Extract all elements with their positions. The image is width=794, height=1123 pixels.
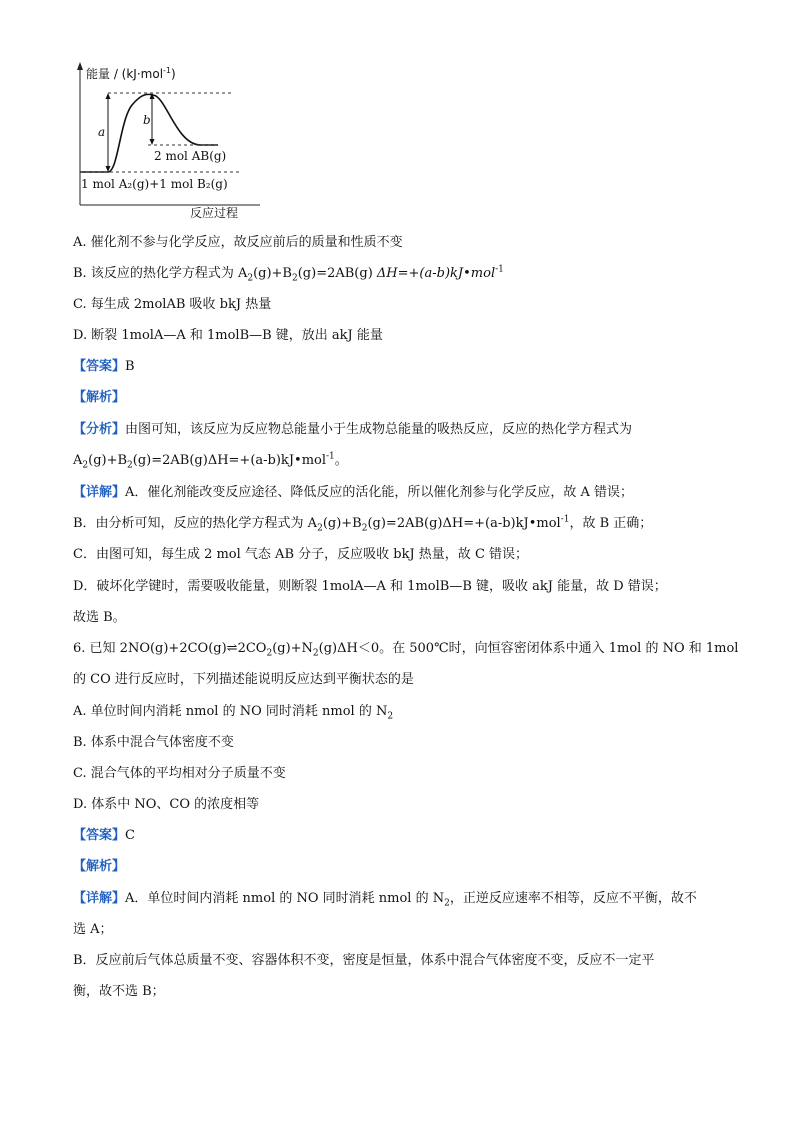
q6-analysis-heading: 【解析】 (73, 859, 126, 874)
label-a: a (98, 125, 106, 139)
energy-diagram (60, 60, 300, 220)
q5-option-d: D. 断裂 1molA—A 和 1molB—B 键，放出 akJ 能量 (73, 328, 383, 343)
q6-option-c: C. 混合气体的平均相对分子质量不变 (73, 766, 286, 781)
y-axis-label: 能量 / (kJ·mol$^{-1}$) (86, 66, 176, 81)
q6-detail-b: B．反应前后气体总质量不变、容器体积不变，密度是恒量，体系中混合气体密度不变，反应不一定平 (73, 953, 655, 968)
q6-option-b: B. 体系中混合气体密度不变 (73, 735, 234, 750)
q5-detail-d: D．破坏化学键时，需要吸收能量，则断裂 1molA—A 和 1molB—B 键，吸收 akJ 能量，故 D 错误； (73, 579, 667, 594)
q6-detail-a: 【详解】A．单位时间内消耗 nmol 的 NO 同时消耗 nmol 的 $N_2$，正逆反应速率不相等，反应不平衡，故不 (73, 891, 697, 909)
q5-option-a: A. 催化剂不参与化学反应，故反应前后的质量和性质不变 (73, 235, 403, 250)
y-axis-arrow (77, 62, 83, 70)
q5-fenxi: 【分析】由图可知，该反应为反应物总能量小于生成物总能量的吸热反应，反应的热化学方程式为 (73, 422, 633, 437)
q6-option-d: D. 体系中 NO、CO 的浓度相等 (73, 797, 260, 812)
q6-answer: 【答案】C (73, 828, 135, 843)
q5-detail-c: C．由图可知，每生成 2 mol 气态 AB 分子，反应吸收 bkJ 热量，故 C 错误； (73, 547, 529, 562)
q5-option-b: B. 该反应的热化学方程式为 $A_2(g)+B_2(g)=2AB(g)$ ΔH=+(a-b)kJ•mol$^{-1}$ (73, 264, 504, 284)
q5-option-c: C. 每生成 2molAB 吸收 bkJ 热量 (73, 297, 272, 312)
q5-analysis-heading: 【解析】 (73, 390, 126, 405)
q5-detail-a: 【详解】A．催化剂能改变反应途径、降低反应的活化能，所以催化剂参与化学反应，故 A 错误； (73, 485, 634, 500)
q6-detail-a-cont: 选 A； (73, 922, 113, 937)
q6-stem-line2: 的 CO 进行反应时，下列描述能说明反应达到平衡状态的是 (73, 672, 414, 687)
q5-answer: 【答案】B (73, 359, 135, 374)
x-axis-label: 反应过程 (190, 206, 239, 220)
q6-detail-b-cont: 衡，故不选 B； (73, 984, 165, 999)
q5-conclusion: 故选 B。 (73, 610, 126, 625)
product-label: 2 mol AB(g) (154, 149, 227, 163)
q6-option-a: A. 单位时间内消耗 nmol 的 NO 同时消耗 nmol 的 $N_2$ (73, 704, 394, 722)
label-b: b (143, 113, 151, 127)
q6-stem-line1: 6. 已知 $2NO(g)+2CO(g)\rightleftharpoons 2CO_2(g)+N_2(g)\Delta H<0$。在 500℃时，向恒容密闭体系中通入 1mol 的 NO 和 1mol (73, 641, 739, 659)
q5-detail-b: B．由分析可知，反应的热化学方程式为 $A_2(g)+B_2(g)=2AB(g)\Delta H=+(a-b)kJ•mol^{-1}$，故 B 正确； (73, 514, 653, 534)
reactant-label: 1 mol A₂(g)+1 mol B₂(g) (81, 177, 228, 191)
q5-fenxi-equation: $A_2(g)+B_2(g)=2AB(g)\Delta H=+(a-b)kJ•mol^{-1}$。 (73, 451, 348, 471)
